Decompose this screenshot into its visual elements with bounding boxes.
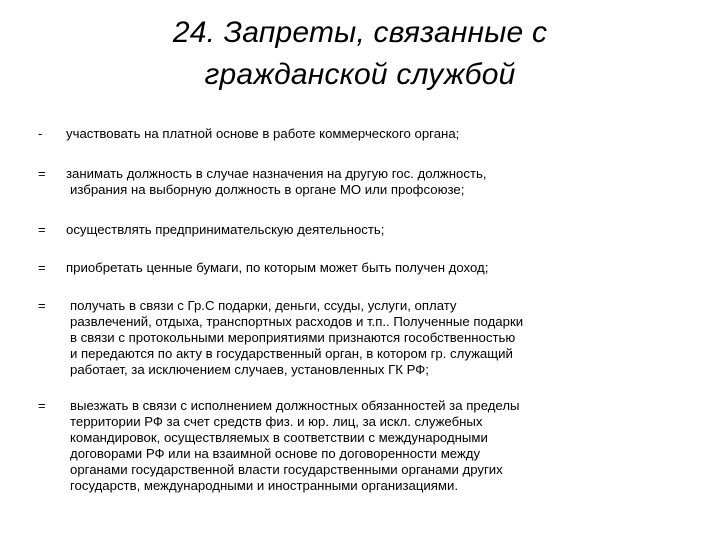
- list-item-text-line: избрания на выборную должность в органе МО или профсоюзе;: [70, 182, 465, 197]
- list-item-text-line: участвовать на платной основе в работе коммерческого органа;: [66, 126, 460, 141]
- list-item-text-line: в связи с протокольными мероприятиями признаются гособственностью: [70, 330, 516, 345]
- list-item-marker: =: [38, 222, 46, 237]
- list-item-text-line: государств, международными и иностранными организациями.: [70, 478, 459, 493]
- list-item-text-line: органами государственной власти государственными органами других: [70, 462, 503, 477]
- list-item-marker: =: [38, 260, 46, 275]
- list-item-text-line: договорами РФ или на взаимной основе по договоренности между: [70, 446, 481, 461]
- slide-title-line-2: гражданской службой: [204, 58, 516, 91]
- list-item-marker: -: [38, 126, 43, 141]
- list-item-text-line: территории РФ за счет средств физ. и юр. лиц, за искл. служебных: [70, 414, 483, 429]
- list-item-text-line: развлечений, отдыха, транспортных расходов и т.п.. Полученные подарки: [70, 314, 524, 329]
- list-item-text-line: командировок, осуществляемых в соответствии с международными: [70, 430, 488, 445]
- list-item-text-line: выезжать в связи с исполнением должностных обязанностей за пределы: [70, 398, 520, 413]
- list-item-text-line: работает, за исключением случаев, установленных ГК РФ;: [70, 362, 429, 377]
- list-item-text-line: занимать должность в случае назначения на другую гос. должность,: [66, 166, 487, 181]
- list-item-text-line: получать в связи с Гр.С подарки, деньги, ссуды, услуги, оплату: [70, 298, 457, 313]
- list-item-text-line: приобретать ценные бумаги, по которым может быть получен доход;: [66, 260, 489, 275]
- list-item-marker: =: [38, 298, 46, 313]
- list-item-text-line: и передаются по акту в государственный орган, в котором гр. служащий: [70, 346, 513, 361]
- slide-title-line-1: 24. Запреты, связанные с: [172, 16, 548, 49]
- slide-title: [0, 12, 720, 96]
- list-item-marker: =: [38, 166, 46, 181]
- list-item-text-line: осуществлять предпринимательскую деятельность;: [66, 222, 385, 237]
- list-item-marker: =: [38, 398, 46, 413]
